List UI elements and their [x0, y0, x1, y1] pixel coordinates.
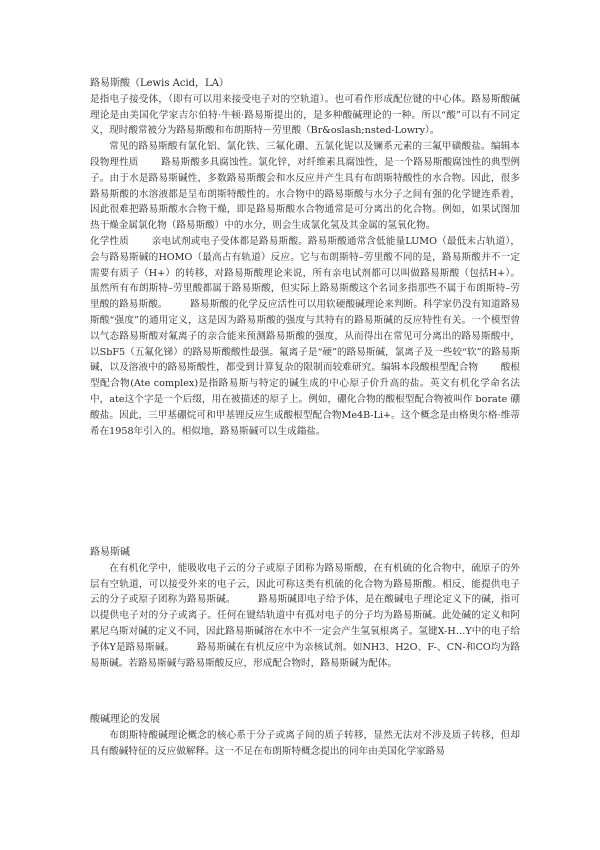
- paragraph: 常见的路易斯酸有氯化铝、氯化铁、三氟化硼、五氯化铌以及镧系元素的三氟甲磺酸盐。编辑本段物理性质 路易斯酸多具腐蚀性。氯化锌，对纤维素具腐蚀性，是一个路易斯酸腐蚀性的典型例子。由于水是路易斯碱性，多数路易斯酸会和水反应并产生具有布朗斯特酸性的水合物。因此，很多路易斯酸的水溶液都是呈布朗斯特酸性的。水合物中的路易斯酸与水分子之间有强的化学键连系着，因此很难把路易斯酸水合物干燥，即是路易斯酸水合物通常是可分离出的化合物。例如，如果试图加热干燥金属氯化物（路易斯酸）中的水分，则会生成氯化氢及其金属的氢氧化物。: [90, 141, 520, 232]
- paragraph: 在有机化学中，能吸收电子云的分子或原子团称为路易斯酸，在有机硫的化合物中，硫原子的外层有空轨道，可以接受外来的电子云，因此可称这类有机硫的化合物为路易斯酸。相反，能提供电子云的分子或原子团称为路易斯碱。 路易斯碱即电子给予体，是在酸碱电子理论定义下的碱，指可以提供电子对的分子或离子。任何在键结轨道中有孤对电子的分子均为路易斯碱。此处碱的定义和阿累尼乌斯对碱的定义不同，因此路易斯碱溶在水中不一定会产生氢氧根离子。氢键X-H…Y中的电子给予体Y是路易斯碱。 路易斯碱在有机反应中为亲核试剂。如NH3、H2O、F-、CN-和CO均为路易斯碱。若路易斯碱与路易斯酸反应，形成配合物时，路易斯碱为配体。: [90, 562, 520, 669]
- paragraph: 化学性质 亲电试剂或电子受体都是路易斯酸。路易斯酸通常含低能量LUMO（最低未占轨道），会与路易斯碱的HOMO（最高占有轨道）反应。它与布朗斯特–劳里酸不同的是，路易斯酸并不一定需要有质子（H+）的转移，对路易斯酸理论来说，所有亲电试剂都可以叫做路易斯酸（包括H+）。虽然所有布朗斯特–劳里酸都属于路易斯酸，但实际上路易斯酸这个名词多指那些不属于布朗斯特–劳里酸的路易斯酸。 路易斯酸的化学反应活性可以用软硬酸碱理论来判断。科学家仍没有知道路易斯酸“强度”的通用定义，这是因为路易斯酸的强度与其特有的路易斯碱的反应特性有关。一个模型曾以气态路易斯酸对氟离子的亲合能来预测路易斯酸的强度，从而得出在常见可分离出的路易斯酸中，以SbF5（五氟化锑）的路易斯酸酸性最强。氟离子是“硬”的路易斯碱，氯离子及一些较“软”的路易斯碱，以及溶液中的路易斯酸性，都受到计算复杂的限制而较难研究。编辑本段酸根型配合物 酸根型配合物(Ate complex)是指路易斯与特定的碱生成的中心原子价升高的盐。英文有机化学命名法中，ate这个字是一个后缀，用在被描述的原子上。例如，硼化合物的酸根型配合物被叫作 borate 硼酸盐。因此，三甲基硼烷可和甲基锂反应生成酸根型配合物Me4B-Li+。这个概念是由格奥尔格·维蒂希在1958年引入的。相似地，路易斯碱可以生成鎓盐。: [90, 235, 520, 437]
- paragraph: 是指电子接受体，（即有可以用来接受电子对的空轨道）。也可看作形成配位键的中心体。路易斯酸碱理论是由美国化学家吉尔伯特·牛顿·路易斯提出的，是多种酸碱理论的一种。所以“酸”可以有不同定义，现时酸常被分为路易斯酸和布朗斯特－劳里酸（Br&oslash;nsted-Lowry）。: [90, 93, 520, 137]
- section-heading: 路易斯酸（Lewis Acid，LA）: [90, 78, 229, 89]
- section-heading: 路易斯碱: [90, 547, 130, 558]
- section-acid-base-theory: [90, 712, 520, 759]
- section-heading: 酸碱理论的发展: [90, 714, 160, 725]
- section-lewis-base: [90, 545, 520, 671]
- paragraph: 布朗斯特酸碱理论概念的核心系于分子或离子间的质子转移，显然无法对不涉及质子转移，但却具有酸碱特征的反应做解释。这一不足在布朗斯特概念提出的同年由美国化学家路易: [90, 729, 520, 757]
- section-lewis-acid: [90, 76, 520, 439]
